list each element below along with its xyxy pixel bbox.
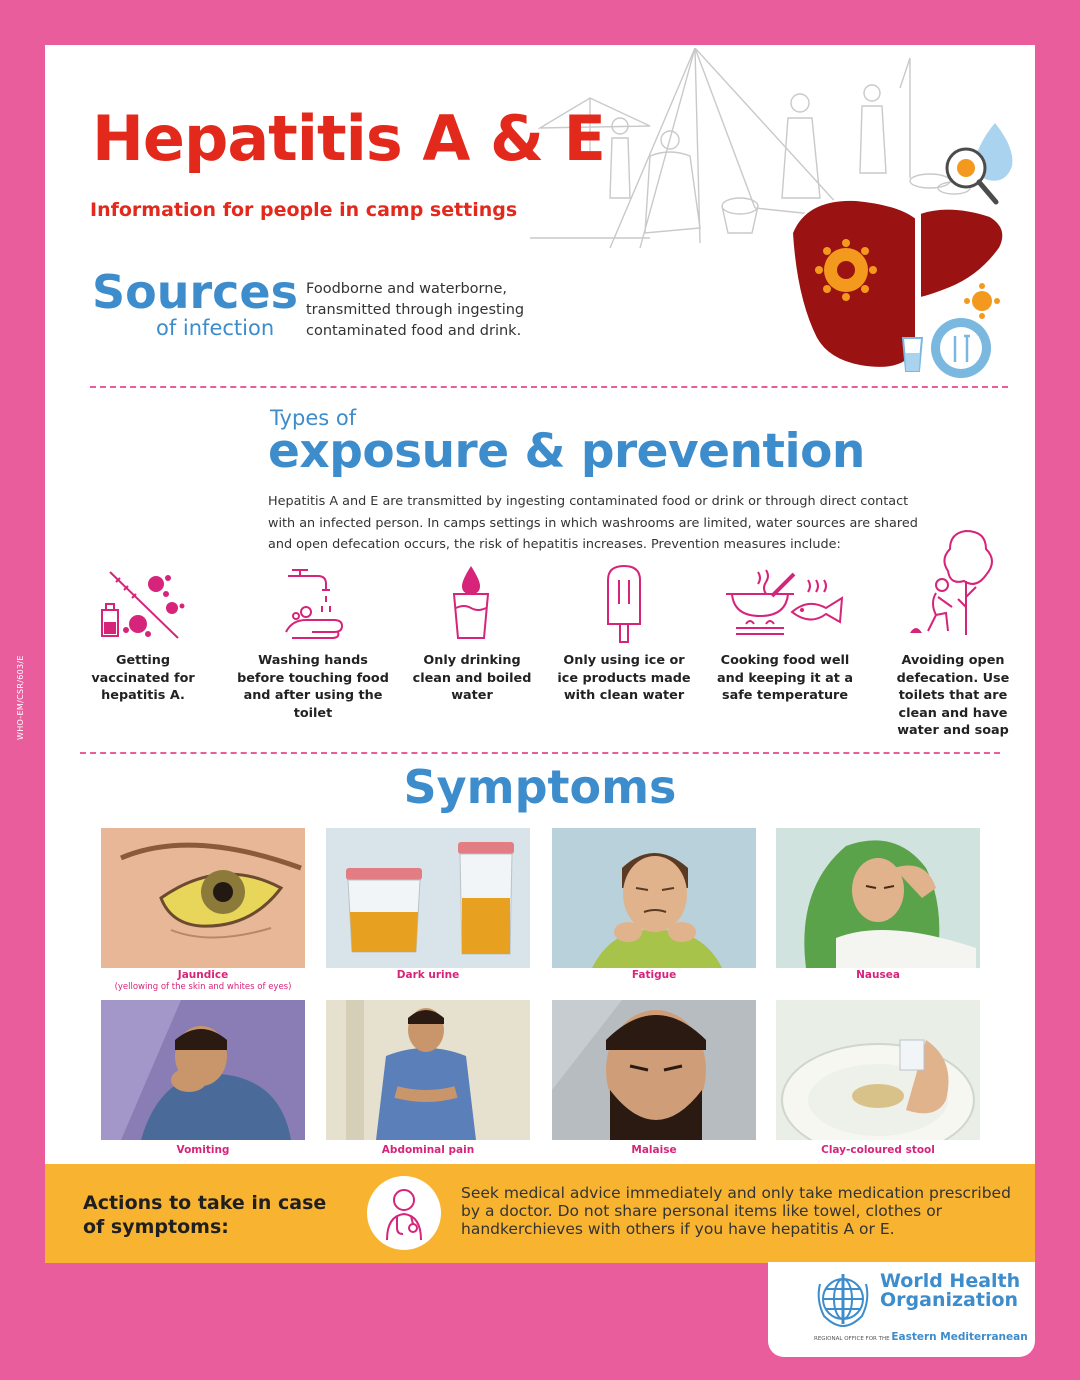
doctor-icon bbox=[367, 1176, 441, 1250]
prevention-label-vaccination: Getting vaccinated for hepatitis A. bbox=[91, 653, 195, 703]
who-emblem-icon bbox=[814, 1270, 872, 1328]
clay-coloured-stool-image bbox=[776, 1000, 980, 1140]
prevention-label-handwashing: Washing hands before touching food and after using the toilet bbox=[237, 653, 389, 721]
prevention-label-cooking: Cooking food well and keeping it at a safe temperature bbox=[717, 653, 853, 703]
who-name-line2: Organization bbox=[880, 1289, 1019, 1311]
symptom-label-dark-urine: Dark urine bbox=[396, 969, 460, 981]
symptom-label-abdominal-pain: Abdominal pain bbox=[381, 1144, 475, 1156]
nausea-image bbox=[776, 828, 980, 968]
page-title: Hepatitis A & E bbox=[92, 102, 605, 175]
actions-text: Seek medical advice immediately and only take medication prescribed by a doctor. Do not share personal items like towel, clothes or handkerchieves with others if you have hepatitis A or E. bbox=[461, 1184, 1011, 1238]
prevention-label-clean-water: Only drinking clean and boiled water bbox=[412, 653, 532, 703]
open-defecation-tree-icon bbox=[906, 527, 998, 639]
who-region-name: Eastern Mediterranean bbox=[891, 1331, 1028, 1343]
sources-subheading: of infection bbox=[156, 316, 275, 340]
who-name-line1: World Health bbox=[880, 1270, 1021, 1292]
abdominal-pain-image bbox=[326, 1000, 530, 1140]
dark-urine-image bbox=[326, 828, 530, 968]
prevention-label-toilets: Avoiding open defecation. Use toilets that are clean and have water and soap bbox=[896, 653, 1010, 738]
page-subtitle: Information for people in camp settings bbox=[90, 199, 518, 221]
section-divider bbox=[80, 752, 1000, 754]
vaccine-syringe-icon bbox=[98, 566, 190, 644]
exposure-kicker: Types of bbox=[270, 406, 357, 430]
vomiting-image bbox=[101, 1000, 305, 1140]
symptom-label-jaundice: Jaundice bbox=[177, 969, 229, 981]
prevention-label-ice: Only using ice or ice products made with clean water bbox=[557, 653, 691, 703]
actions-heading: Actions to take in case of symptoms: bbox=[83, 1192, 327, 1238]
who-logo-box bbox=[768, 1262, 1035, 1357]
actions-bar bbox=[45, 1164, 1035, 1263]
who-region-prefix: REGIONAL OFFICE FOR THE bbox=[814, 1336, 890, 1342]
symptoms-heading: Symptoms bbox=[403, 760, 677, 814]
symptom-sublabel-jaundice: (yellowing of the skin and whites of eyes) bbox=[114, 982, 292, 992]
symptom-label-vomiting: Vomiting bbox=[176, 1144, 230, 1156]
malaise-image bbox=[552, 1000, 756, 1140]
symptom-label-clay-coloured-stool: Clay-coloured stool bbox=[821, 1144, 935, 1156]
symptom-label-nausea: Nausea bbox=[856, 969, 900, 981]
symptom-label-fatigue: Fatigue bbox=[631, 969, 677, 981]
handwashing-tap-icon bbox=[282, 562, 348, 644]
fatigue-image bbox=[552, 828, 756, 968]
water-glass-icon bbox=[448, 562, 494, 642]
document-code: WHO-EM/CSR/603/E bbox=[16, 655, 25, 740]
sources-heading: Sources bbox=[92, 265, 299, 319]
camp-illustration bbox=[530, 48, 1035, 378]
cooking-pan-fish-icon bbox=[722, 568, 848, 640]
who-name bbox=[880, 1272, 1020, 1310]
jaundice-eye-image bbox=[101, 828, 305, 968]
section-divider bbox=[90, 386, 1008, 388]
ice-lolly-icon bbox=[604, 564, 644, 646]
symptom-label-malaise: Malaise bbox=[631, 1144, 677, 1156]
who-region bbox=[814, 1331, 1028, 1343]
exposure-text: Hepatitis A and E are transmitted by ingesting contaminated food or drink or through direct contact with an infected person. In camps settings in which washrooms are limited, water sources are shared and open defecation occurs, the risk of hepatitis increases. Prevention measures include: bbox=[268, 494, 918, 552]
sources-text: Foodborne and waterborne, transmitted through ingesting contaminated food and drink. bbox=[306, 281, 525, 339]
exposure-heading: exposure & prevention bbox=[268, 424, 865, 479]
